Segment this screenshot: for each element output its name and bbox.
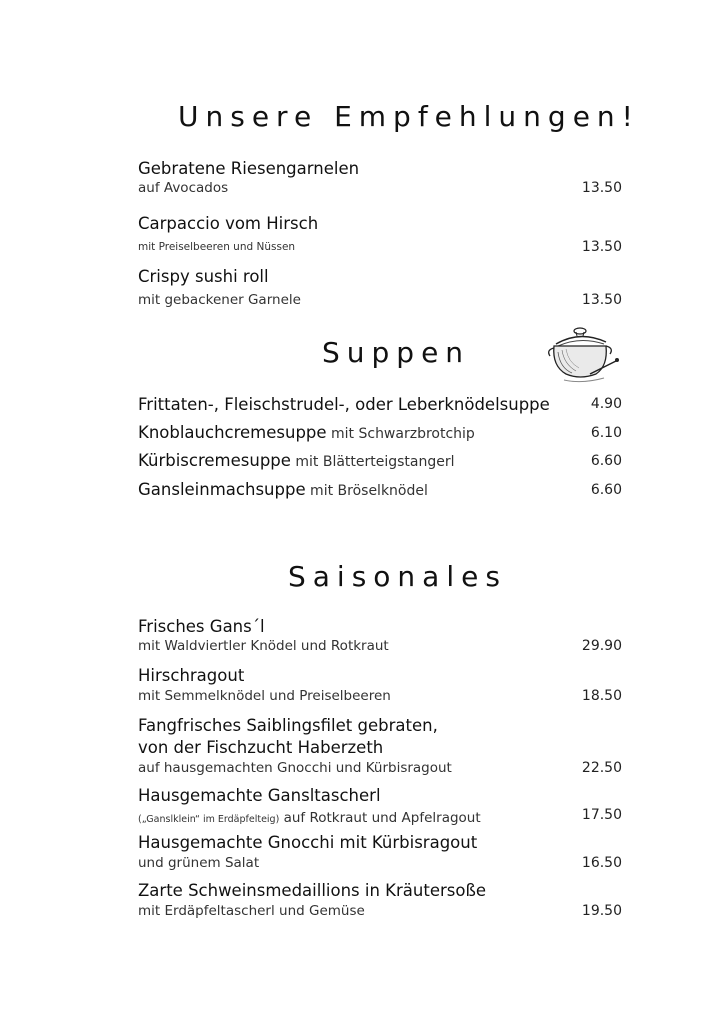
soup-item-price: 6.60: [590, 453, 622, 469]
menu-item-price: 29.90: [581, 638, 622, 654]
menu-item-desc: auf Avocados: [138, 180, 229, 196]
soup-item-name: Kürbiscremesuppe: [138, 451, 291, 470]
menu-item-price: 16.50: [581, 855, 622, 871]
menu-item-name: Crispy sushi roll: [138, 267, 269, 286]
menu-item-price: 13.50: [581, 239, 622, 255]
soup-item: [138, 480, 428, 499]
menu-item-price: 18.50: [581, 688, 622, 704]
menu-item-name: Hirschragout: [138, 666, 245, 685]
soup-item: [138, 423, 475, 442]
soup-item-price: 6.10: [590, 425, 622, 441]
soup-item-name: Knoblauchcremesuppe: [138, 423, 327, 442]
menu-item-name: Carpaccio vom Hirsch: [138, 214, 319, 233]
menu-item-desc: mit Semmelknödel und Preiselbeeren: [138, 688, 391, 704]
seasonal-title: Saisonales: [288, 560, 507, 593]
soup-item-extra: mit Blätterteigstangerl: [290, 454, 455, 470]
menu-item-name: Hausgemachte Gnocchi mit Kürbisragout: [138, 833, 478, 852]
menu-item-desc: auf hausgemachten Gnocchi und Kürbisragout: [138, 760, 452, 776]
soup-item-name: Gansleinmachsuppe: [138, 480, 306, 499]
soup-item-name: Frittaten-, Fleischstrudel-, oder Leberknödelsuppe: [138, 395, 550, 414]
menu-item-name: Hausgemachte Gansltascherl: [138, 786, 381, 805]
menu-item-desc: mit Waldviertler Knödel und Rotkraut: [138, 638, 389, 654]
recommendations-title: Unsere Empfehlungen!: [178, 100, 640, 133]
menu-item-name-line2: von der Fischzucht Haberzeth: [138, 738, 384, 757]
menu-item-desc: mit gebackener Garnele: [138, 292, 301, 308]
menu-item-desc-line: [138, 807, 481, 826]
soup-item-price: 4.90: [590, 396, 622, 412]
menu-item-desc: und grünem Salat: [138, 855, 260, 871]
soups-title: Suppen: [322, 336, 471, 369]
menu-item-name: Fangfrisches Saiblingsfilet gebraten,: [138, 716, 438, 735]
soup-item-extra: mit Bröselknödel: [305, 483, 428, 499]
menu-item-desc: mit Preiselbeeren und Nüssen: [138, 241, 296, 253]
soup-pot-icon: [546, 322, 622, 386]
soup-item: [138, 451, 455, 470]
menu-item-price: 13.50: [581, 180, 622, 196]
soup-item-price: 6.60: [590, 482, 622, 498]
menu-item-desc: auf Rotkraut und Apfelragout: [279, 810, 481, 826]
menu-item-name: Zarte Schweinsmedaillions in Kräutersoße: [138, 881, 486, 900]
menu-item-price: 19.50: [581, 903, 622, 919]
menu-item-price: 17.50: [581, 807, 622, 823]
menu-item-name: Frisches Gans´l: [138, 617, 265, 636]
menu-item-price: 22.50: [581, 760, 622, 776]
menu-item-name: Gebratene Riesengarnelen: [138, 159, 360, 178]
menu-item-note: („Ganslklein“ im Erdäpfelteig): [138, 814, 280, 825]
soup-item-extra: mit Schwarzbrotchip: [326, 426, 475, 442]
soup-item: [138, 395, 550, 414]
menu-item-price: 13.50: [581, 292, 622, 308]
menu-item-desc: mit Erdäpfeltascherl und Gemüse: [138, 903, 365, 919]
